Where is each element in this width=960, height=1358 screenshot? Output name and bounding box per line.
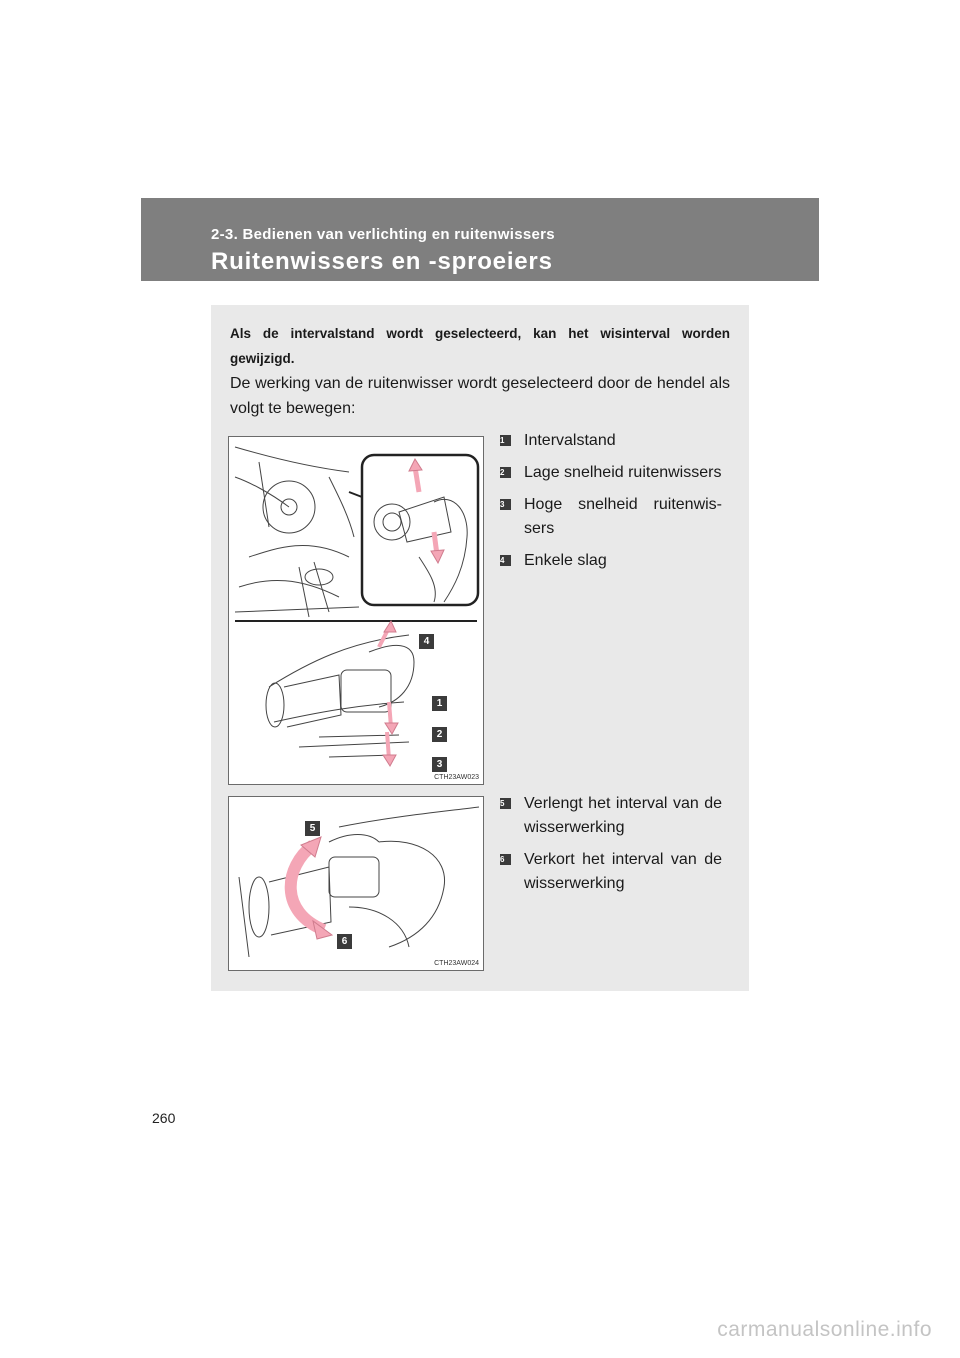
legend-label: Intervalstand	[524, 432, 616, 449]
badge-3: 3	[432, 757, 447, 772]
content-box	[211, 305, 749, 991]
legend-item	[500, 493, 722, 541]
legend-label: Verkort het interval van de wisserwerking	[524, 851, 722, 892]
legend-item	[500, 429, 722, 453]
badge-5: 5	[305, 821, 320, 836]
legend-badge: 3	[500, 499, 511, 510]
badge-4: 4	[419, 634, 434, 649]
legend-label: Hoge snelheid ruitenwis-sers	[524, 496, 722, 537]
figure-interval-adjust	[228, 796, 484, 971]
section-label: 2-3. Bedienen van verlichting en ruitenwissers	[211, 226, 555, 243]
legend-badge: 4	[500, 555, 511, 566]
figure-code: CTH23AW024	[434, 960, 479, 967]
legend-list-1	[500, 429, 722, 581]
legend-list-2	[500, 792, 722, 904]
interval-ring-illustration	[229, 797, 483, 970]
legend-label: Lage snelheid ruitenwissers	[524, 464, 722, 481]
legend-item	[500, 461, 722, 485]
instruction-text: De werking van de ruitenwisser wordt geselecteerd door de hendel als volgt te bewegen:	[230, 375, 730, 417]
legend-item	[500, 549, 722, 573]
page-title: Ruitenwissers en -sproeiers	[211, 248, 553, 275]
header-band	[141, 198, 819, 281]
legend-label: Enkele slag	[524, 552, 607, 569]
legend-badge: 5	[500, 798, 511, 809]
page-number: 260	[152, 1110, 176, 1126]
legend-badge: 1	[500, 435, 511, 446]
interval-note: Als de intervalstand wordt geselecteerd, kan het wisinterval worden gewijzigd.	[230, 326, 730, 366]
badge-1: 1	[432, 696, 447, 711]
badge-2: 2	[432, 727, 447, 742]
figure-code: CTH23AW023	[434, 774, 479, 781]
badge-6: 6	[337, 934, 352, 949]
legend-item	[500, 848, 722, 896]
figure-wiper-lever-positions	[228, 436, 484, 785]
legend-item	[500, 792, 722, 840]
watermark: carmanualsonline.info	[717, 1318, 932, 1341]
legend-badge: 6	[500, 854, 511, 865]
legend-label: Verlengt het interval van de wisserwerking	[524, 795, 722, 836]
legend-badge: 2	[500, 467, 511, 478]
